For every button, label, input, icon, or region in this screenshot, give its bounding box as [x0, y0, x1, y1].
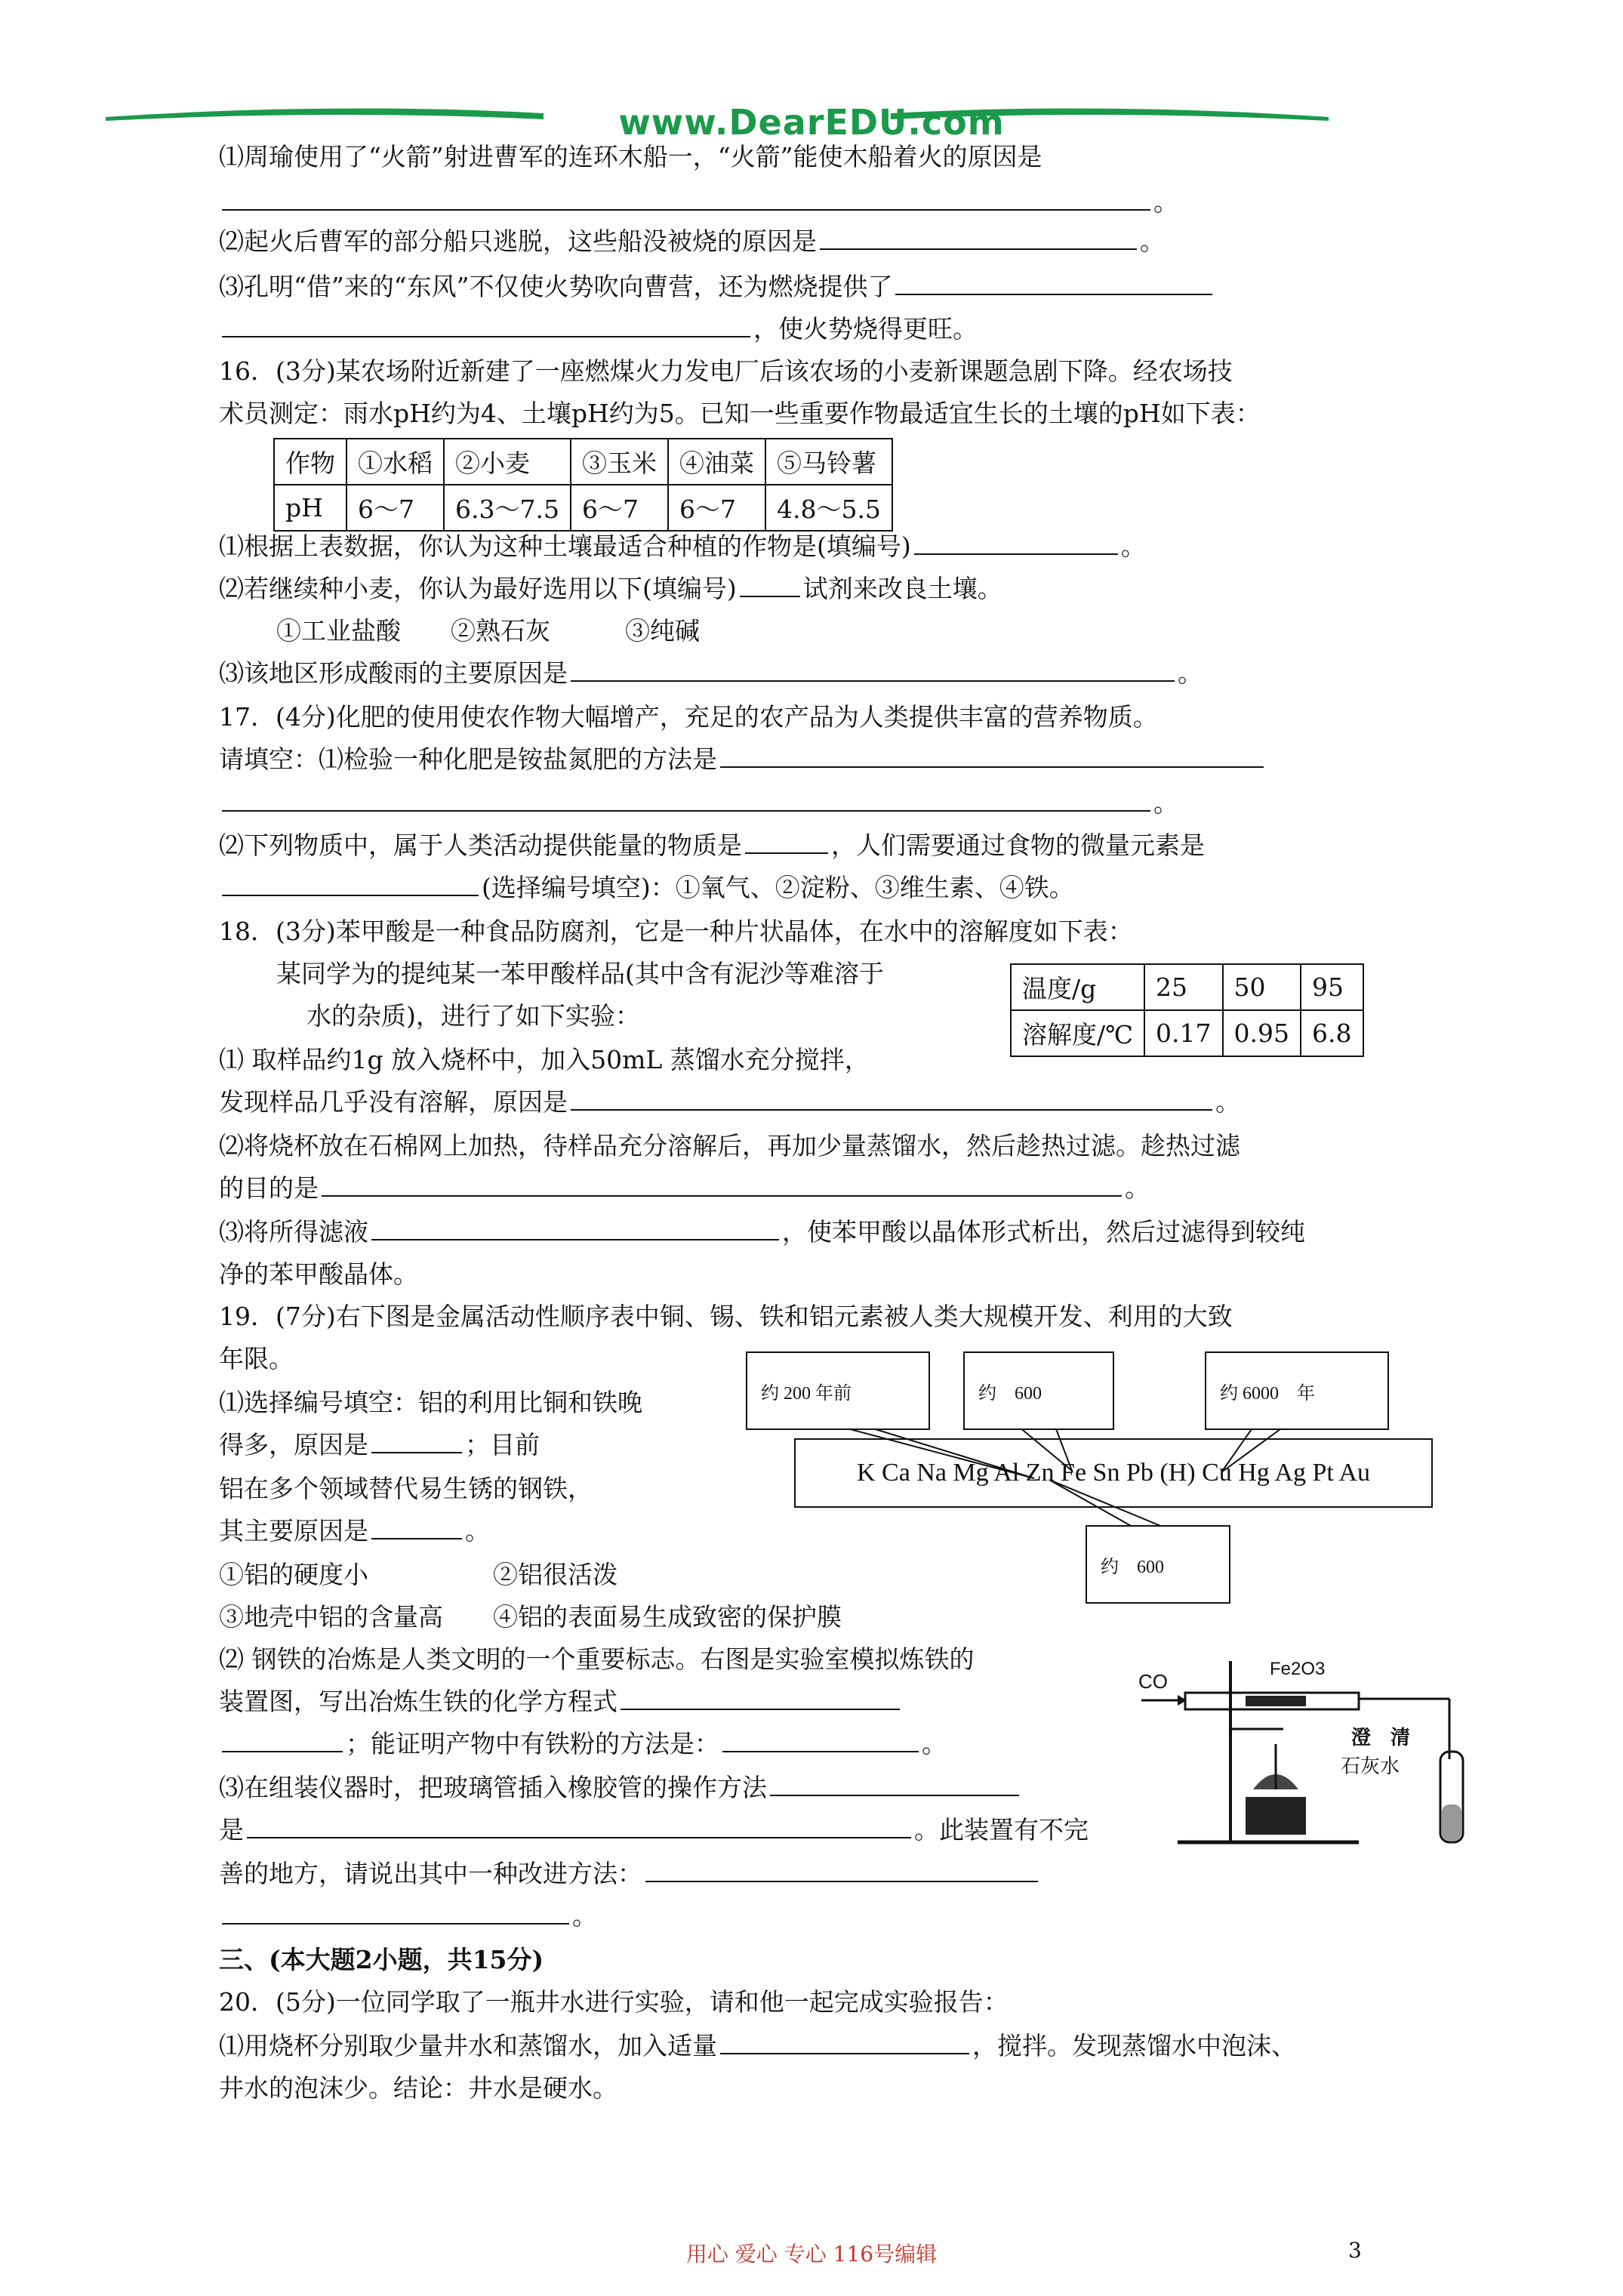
q18-intro: 18．(3分)苯甲酸是一种食品防腐剂，它是一种片状晶体，在水中的溶解度如下表： — [219, 917, 1133, 946]
q16-part3: ⑶该地区形成酸雨的主要原因是 。 — [219, 658, 1203, 688]
answer-blank[interactable] — [820, 226, 1137, 250]
q19-part3-b: 是 。此装置有不完 — [219, 1815, 1089, 1845]
q20-part1-cont: 井水的泡沫少。结论：井水是硬水。 — [219, 2073, 617, 2103]
answer-blank[interactable] — [371, 1216, 779, 1240]
q18-part2: ⑵将烧杯放在石棉网上加热，待样品充分溶解后，再加少量蒸馏水，然后趁热过滤。趁热过滤 — [219, 1131, 1240, 1160]
table-cell: 0.17 — [1144, 1010, 1222, 1056]
q19-intro: 19．(7分)右下图是金属活动性顺序表中铜、锡、铁和铝元素被人类大规模开发、利用的大致 — [219, 1302, 1233, 1331]
answer-blank[interactable] — [222, 1900, 569, 1925]
callout-fe: 约 600 — [1086, 1525, 1230, 1604]
table-header-row — [1011, 964, 1363, 1010]
q19-part1-c: 铝在多个领域替代易生锈的钢铁， — [219, 1474, 593, 1503]
q15-part1-answer: 。 — [219, 186, 1178, 219]
q15-part2: ⑵起火后曹军的部分船只逃脱，这些船没被烧的原因是 。 — [219, 227, 1165, 256]
table-cell: 温度/g — [1011, 964, 1144, 1010]
table-cell: 6～7 — [668, 485, 765, 531]
answer-blank[interactable] — [895, 271, 1212, 295]
q16-options: ①工业盐酸 ②熟石灰 ③纯碱 — [276, 616, 700, 646]
answer-blank[interactable] — [247, 1814, 911, 1838]
answer-blank[interactable] — [720, 744, 1264, 768]
q19-part3-d: 。 — [219, 1900, 597, 1933]
q15-part1: ⑴周瑜使用了“火箭”射进曹军的连环木船一，“火箭”能使木船着火的原因是 — [219, 142, 1042, 171]
table-cell: 95 — [1301, 964, 1363, 1010]
answer-blank[interactable] — [740, 573, 800, 597]
q17-part1: 请填空：⑴检验一种化肥是铵盐氮肥的方法是 — [219, 743, 1267, 776]
answer-blank[interactable] — [222, 1728, 343, 1752]
answer-blank[interactable] — [722, 1728, 919, 1752]
table-cell: 6～7 — [571, 485, 668, 531]
q18-part1-cont: 发现样品几乎没有溶解，原因是 。 — [219, 1087, 1240, 1117]
table-cell: 0.95 — [1223, 1010, 1301, 1056]
q19-part1-d: 其主要原因是 。 — [219, 1516, 490, 1546]
table-cell: 6～7 — [346, 485, 444, 531]
footer-credit: 用心 爱心 专心 116号编辑 — [685, 2242, 938, 2267]
answer-blank[interactable] — [770, 1772, 1019, 1796]
q19-options-1: ①铝的硬度小 ②铝很活泼 — [219, 1560, 617, 1589]
fe2o3-label: Fe2O3 — [1270, 1659, 1326, 1679]
callout-al: 约 6000 年 — [1205, 1351, 1389, 1430]
q19-part2-c: ；能证明产物中有铁粉的方法是： 。 — [219, 1727, 947, 1761]
table-cell: 6.8 — [1301, 1010, 1363, 1056]
q17-part1-cont: 。 — [219, 787, 1178, 820]
table-cell: 4.8～5.5 — [765, 485, 892, 531]
q18-line1: 某同学为的提纯某一苯甲酸样品(其中含有泥沙等难溶于 — [276, 959, 884, 988]
q20-intro: 20．(5分)一位同学取了一瓶井水进行实验，请和他一起完成实验报告： — [219, 1987, 1009, 2017]
section-heading: 三、(本大题2小题，共15分) — [219, 1945, 544, 1974]
solubility-table — [1010, 963, 1364, 1057]
page-number: 3 — [1348, 2238, 1362, 2263]
q16-part2: ⑵若继续种小麦，你认为最好选用以下(填编号) 试剂来改良土壤。 — [219, 574, 1002, 603]
q19-options-2: ③地壳中铝的含量高 ④铝的表面易生成致密的保护膜 — [219, 1602, 842, 1632]
table-cell: ②小麦 — [444, 439, 571, 485]
q19-part2: ⑵ 钢铁的冶炼是人类文明的一个重要标志。右图是实验室模拟炼铁的 — [219, 1644, 975, 1674]
table-cell: ①水稻 — [346, 439, 444, 485]
q18-part1: ⑴ 取样品约1g 放入烧杯中，加入50mL 蒸馏水充分搅拌， — [219, 1045, 870, 1074]
q17-intro: 17．(4分)化肥的使用使农作物大幅增产，充足的农产品为人类提供丰富的营养物质。 — [219, 702, 1158, 732]
q18-line2: 水的杂质)，进行了如下实验： — [306, 1001, 640, 1031]
table-cell: 50 — [1223, 964, 1301, 1010]
q19-part1: ⑴选择编号填空：铝的利用比铜和铁晚 — [219, 1388, 642, 1417]
table-cell: 作物 — [274, 439, 346, 485]
answer-blank[interactable] — [645, 1858, 1038, 1882]
q19-part2-b: 装置图，写出冶炼生铁的化学方程式 — [219, 1685, 903, 1718]
answer-blank[interactable] — [914, 531, 1118, 555]
answer-blank[interactable] — [371, 1429, 462, 1453]
table-cell: ④油菜 — [668, 439, 765, 485]
q15-part3-cont: ，使火势烧得更旺。 — [219, 313, 978, 346]
limewater-label-1: 澄 清 — [1351, 1727, 1411, 1749]
site-logo: www.DearEDU.com — [618, 102, 1005, 143]
q15-part3: ⑶孔明“借”来的“东风”不仅使火势吹向曹营，还为燃烧提供了 — [219, 270, 1215, 304]
answer-blank[interactable] — [371, 1515, 462, 1539]
table-cell: 6.3～7.5 — [444, 485, 571, 531]
q18-part3: ⑶将所得滤液 ，使苯甲酸以晶体形式析出，然后过滤得到较纯 — [219, 1217, 1305, 1247]
table-cell: 25 — [1144, 964, 1222, 1010]
table-row — [274, 485, 892, 531]
callout-cu: 约 200 年前 — [746, 1351, 930, 1430]
iron-smelting-apparatus — [1132, 1653, 1464, 1850]
callout-sn: 约 600 — [963, 1351, 1114, 1430]
answer-blank[interactable] — [720, 2030, 969, 2054]
answer-blank[interactable] — [222, 313, 750, 337]
answer-blank[interactable] — [571, 1086, 1212, 1111]
answer-blank[interactable] — [322, 1173, 1122, 1197]
q19-part3: ⑶在组装仪器时，把玻璃管插入橡胶管的操作方法 — [219, 1771, 1022, 1804]
table-cell: 溶解度/℃ — [1011, 1010, 1144, 1056]
answer-blank[interactable] — [222, 872, 479, 896]
table-cell: ⑤马铃薯 — [765, 439, 892, 485]
table-header-row — [274, 439, 892, 485]
answer-blank[interactable] — [222, 787, 1150, 812]
co-label: CO — [1138, 1670, 1168, 1693]
q17-part2-cont: (选择编号填空)：①氧气、②淀粉、③维生素、④铁。 — [219, 871, 1074, 905]
q16-part1: ⑴根据上表数据，你认为这种土壤最适合种植的作物是(填编号) 。 — [219, 532, 1146, 561]
table-cell: ③玉米 — [571, 439, 668, 485]
q16-intro-cont: 术员测定：雨水pH约为4、土壤pH约为5。已知一些重要作物最适宜生长的土壤的pH如下表： — [219, 399, 1261, 428]
answer-blank[interactable] — [571, 658, 1175, 682]
q19-part1-b: 得多，原因是 ；目前 — [219, 1430, 540, 1459]
limewater-label-2: 石灰水 — [1341, 1755, 1400, 1778]
q18-part3-cont: 净的苯甲酸晶体。 — [219, 1259, 418, 1289]
answer-blank[interactable] — [222, 186, 1150, 211]
q19-part3-c: 善的地方，请说出其中一种改进方法： — [219, 1857, 1041, 1891]
crop-ph-table — [273, 438, 893, 532]
q18-part2-cont: 的目的是 。 — [219, 1173, 1150, 1203]
q16-intro: 16．(3分)某农场附近新建了一座燃煤火力发电厂后该农场的小麦新课题急剧下降。经农场技 — [219, 356, 1233, 386]
answer-blank[interactable] — [621, 1686, 900, 1710]
q20-part1: ⑴用烧杯分别取少量井水和蒸馏水，加入适量 ，搅拌。发现蒸馏水中泡沫、 — [219, 2031, 1296, 2060]
table-cell: pH — [274, 485, 346, 531]
q17-part2: ⑵下列物质中，属于人类活动提供能量的物质是 ，人们需要通过食物的微量元素是 — [219, 831, 1205, 860]
table-row — [1011, 1010, 1363, 1056]
metal-activity-series: K Ca Na Mg Al Zn Fe Sn Pb (H) Cu Hg Ag Pt Au — [794, 1438, 1433, 1508]
q19-intro-cont: 年限。 — [219, 1344, 294, 1373]
answer-blank[interactable] — [745, 830, 828, 854]
